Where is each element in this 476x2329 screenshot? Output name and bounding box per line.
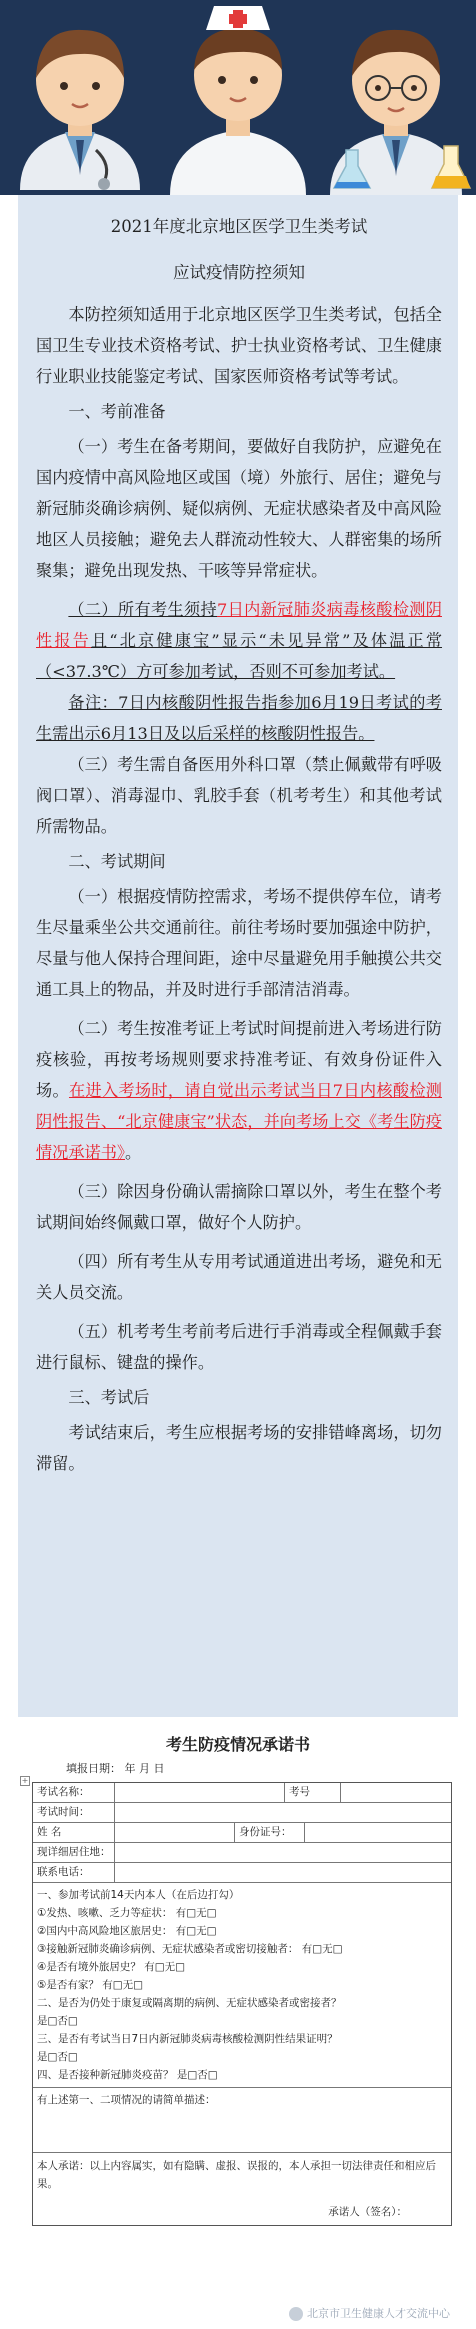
section-heading-3: 三、考试后 <box>68 1388 150 1407</box>
notice-subtitle: 应试疫情防控须知 <box>173 263 305 282</box>
section2-paragraph-5: （五）机考考生考前考后进行手消毒或全程佩戴手套进行鼠标、键盘的操作。 <box>36 1322 442 1372</box>
question-line[interactable]: 是□否□ <box>37 2051 78 2063</box>
form-title: 考生防疫情况承诺书 <box>165 1735 310 1754</box>
section2-paragraph-4: （四）所有考生从专用考试通道进出考场，避免和无关人员交流。 <box>36 1252 442 1302</box>
text-span: 且“北京健康宝”显示“未见异常”及体温正常（<37.3℃）方可参加考试，否则不可参加考试。 <box>36 631 443 681</box>
field-name[interactable] <box>115 1823 235 1842</box>
label-id: 身份证号： <box>235 1823 305 1842</box>
section2-paragraph-2 <box>36 1013 442 1168</box>
table-move-handle-icon[interactable]: + <box>21 1776 29 1785</box>
section1-paragraph-1: （一）考生在备考期间，要做好自我防护，应避免在国内疫情中高风险地区或国（境）外旅行、居住；避免与新冠肺炎确诊病例、疑似病例、无症状感染者及中高风险地区人员接触；避免去人群流动性较大、人群密集的场所聚集；避免出现发热、干咳等异常症状。 <box>36 437 442 580</box>
field-phone[interactable] <box>115 1863 451 1882</box>
text-span: （二）所有考生须持 <box>68 600 218 619</box>
describe-block[interactable] <box>33 2088 451 2153</box>
notice-panel <box>18 195 458 1717</box>
label-seat: 考号 <box>285 1783 341 1802</box>
question-line[interactable]: ④是否有境外旅居史？ 有□无□ <box>37 1961 186 1973</box>
describe-label: 有上述第一、二项情况的请简单描述： <box>37 2094 216 2106</box>
label-exam-name: 考试名称： <box>33 1783 115 1802</box>
label-exam-time: 考试时间： <box>33 1803 115 1822</box>
pledge-block <box>33 2153 451 2225</box>
question-line: 一、参加考试前14天内本人（在后边打勾） <box>37 1889 240 1901</box>
question-line[interactable]: ③接触新冠肺炎确诊病例、无症状感染者或密切接触者： 有□无□ <box>37 1943 343 1955</box>
field-exam-time[interactable] <box>115 1803 451 1822</box>
question-line[interactable]: 是□否□ <box>37 2015 78 2027</box>
watermark <box>289 2305 450 2321</box>
section-heading-1: 一、考前准备 <box>68 402 166 421</box>
form-row-person <box>33 1823 451 1843</box>
header-banner <box>0 0 476 195</box>
section1-paragraph-2 <box>36 594 442 687</box>
field-address[interactable] <box>115 1843 451 1862</box>
question-line[interactable]: ①发热、咳嗽、乏力等症状： 有□无□ <box>37 1907 217 1919</box>
form-row-exam <box>33 1783 451 1803</box>
highlight-red: 在进入考场时，请自觉出示考试当日7日内核酸检测阴性报告、“北京健康宝”状态，并向考场上交《考生防疫情况承诺书》 <box>36 1081 442 1162</box>
text-span: 。 <box>125 1143 142 1162</box>
question-line[interactable]: ⑤是否有家？ 有□无□ <box>37 1979 144 1991</box>
questions-block <box>33 1883 451 2088</box>
label-phone: 联系电话： <box>33 1863 115 1882</box>
highlight-red: 7日内新冠肺炎病毒核酸检测阴性报告 <box>36 600 442 650</box>
question-line: 二、是否为仍处于康复或隔离期的病例、无症状感染者或密接者？ <box>37 1997 342 2009</box>
section-heading-2: 二、考试期间 <box>68 852 166 871</box>
question-line[interactable]: ②国内中高风险地区旅居史： 有□无□ <box>37 1925 217 1937</box>
field-seat[interactable] <box>341 1783 451 1802</box>
question-line[interactable]: 四、是否接种新冠肺炎疫苗？ 是□否□ <box>37 2069 218 2081</box>
section1-paragraph-3: （三）考生需自备医用外科口罩（禁止佩戴带有呼吸阀口罩）、消毒湿巾、乳胶手套（机考考生）和其他考试所需物品。 <box>36 755 442 836</box>
section3-paragraph-1: 考试结束后，考生应根据考场的安排错峰离场，切勿滞留。 <box>36 1423 442 1473</box>
section1-note: 备注：7日内核酸阴性报告指参加6月19日考试的考生需出示6月13日及以后采样的核酸阴性报告。 <box>36 693 442 743</box>
form-row-addr <box>33 1843 451 1863</box>
pledge-form <box>18 1724 458 2329</box>
form-row-phone <box>33 1863 451 1883</box>
form-row-time <box>33 1803 451 1823</box>
form-date-line: 填报日期： 年 月 日 <box>66 1762 165 1775</box>
label-address: 现详细居住地： <box>33 1843 115 1862</box>
section2-paragraph-3: （三）除因身份确认需摘除口罩以外，考生在整个考试期间始终佩戴口罩，做好个人防护。 <box>36 1182 442 1232</box>
pledge-text: 本人承诺：以上内容属实，如有隐瞒、虚报、误报的，本人承担一切法律责任和相应后果。 <box>37 2160 436 2190</box>
notice-title: 2021年度北京地区医学卫生类考试 <box>110 217 368 236</box>
signature-label[interactable]: 承诺人（签名）： <box>328 2206 407 2218</box>
question-line: 三、是否有考试当日7日内新冠肺炎病毒核酸检测阴性结果证明？ <box>37 2033 338 2045</box>
field-exam-name[interactable] <box>115 1783 285 1802</box>
section2-paragraph-1: （一）根据疫情防控需求，考场不提供停车位，请考生尽量乘坐公共交通前往。前往考场时要加强途中防护，尽量与他人保持合理间距，途中尽量避免用手触摸公共交通工具上的物品，并及时进行手部清洁消毒。 <box>36 887 442 999</box>
intro-paragraph: 本防控须知适用于北京地区医学卫生类考试，包括全国卫生专业技术资格考试、护士执业资格考试、卫生健康行业职业技能鉴定考试、国家医师资格考试等考试。 <box>36 305 442 386</box>
watermark-text: 北京市卫生健康人才交流中心 <box>307 2307 450 2320</box>
field-id[interactable] <box>305 1823 451 1842</box>
label-name: 姓 名 <box>33 1823 115 1842</box>
medical-staff-illustration <box>0 0 476 195</box>
wechat-logo-icon <box>289 2307 303 2321</box>
text-span: （二）考生按准考证上考试时间提前进入考场进行防疫核验，再按考场规则要求持准考证、有效身份证件入场。 <box>36 1019 442 1100</box>
form-table <box>32 1782 452 2226</box>
